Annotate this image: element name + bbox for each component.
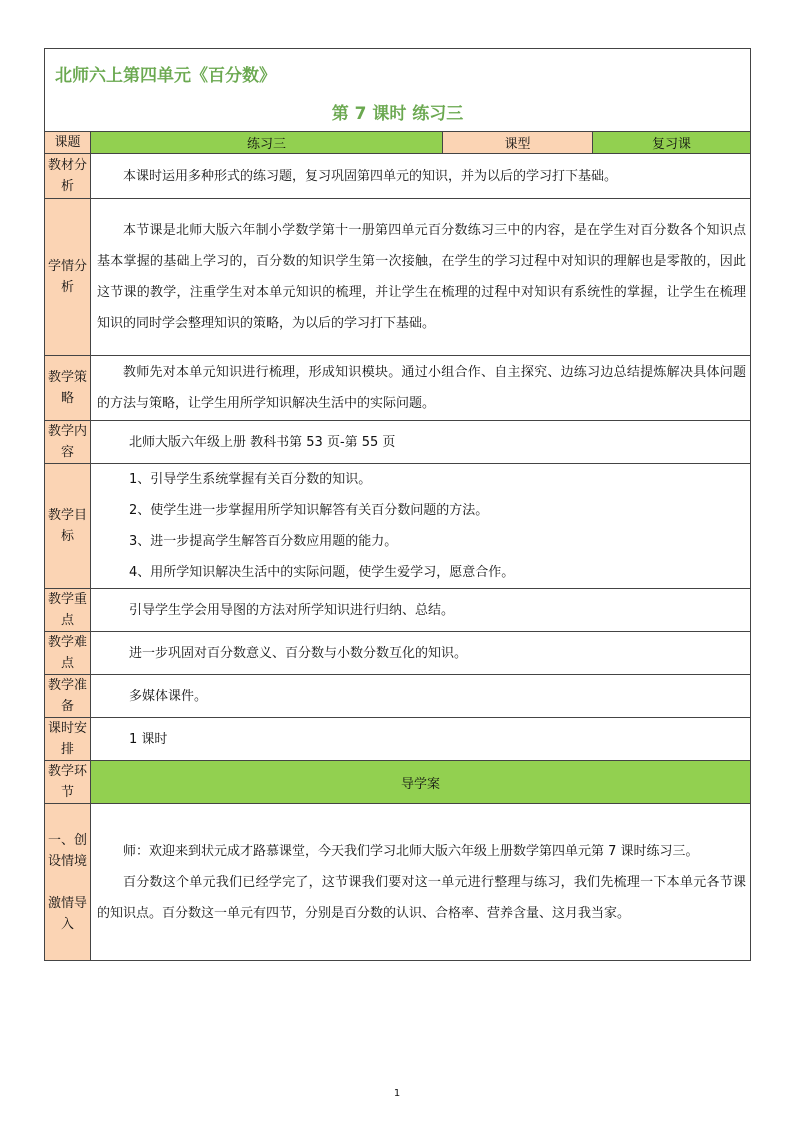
- phase-label: 教学环节: [45, 761, 91, 804]
- content-row: [45, 421, 751, 464]
- schedule-label: 课时安排: [45, 718, 91, 761]
- focus-text: 引导学生学会用导图的方法对所学知识进行归纳、总结。: [91, 589, 751, 632]
- strategy-text: 教师先对本单元知识进行梳理，形成知识模块。通过小组合作、自主探究、边练习边总结提炼解决具体问题的方法与策略，让学生用所学知识解决生活中的实际问题。: [91, 356, 751, 421]
- goal-item: 1、引导学生系统掌握有关百分数的知识。: [129, 472, 372, 487]
- info-row: [45, 132, 751, 154]
- intro-paragraph: 师：欢迎来到状元成才路慕课堂，今天我们学习北师大版六年级上册数学第四单元第 7 课时练习三。: [123, 843, 699, 859]
- intro-label: [45, 804, 91, 961]
- topic-label: 课题: [45, 132, 91, 154]
- students-row: [45, 199, 751, 356]
- lesson-plan-table: [44, 48, 751, 961]
- goals-row: [45, 464, 751, 589]
- schedule-row: [45, 718, 751, 761]
- phase-row: [45, 761, 751, 804]
- material-row: [45, 154, 751, 199]
- title-cell: [45, 49, 751, 132]
- schedule-text: 1 课时: [91, 718, 751, 761]
- content-text: 北师大版六年级上册 教科书第 53 页-第 55 页: [91, 421, 751, 464]
- goals-list: [91, 464, 751, 589]
- prep-label: 教学准备: [45, 675, 91, 718]
- goals-label: 教学目标: [45, 464, 91, 589]
- students-label: 学情分析: [45, 199, 91, 356]
- intro-label-part-1: 一、创设情境: [47, 832, 87, 869]
- content-label: 教学内容: [45, 421, 91, 464]
- difficulty-text: 进一步巩固对百分数意义、百分数与小数分数互化的知识。: [91, 632, 751, 675]
- phase-header: 导学案: [91, 761, 751, 804]
- goal-item: 4、用所学知识解决生活中的实际问题，使学生爱学习，愿意合作。: [129, 565, 515, 580]
- difficulty-label: 教学难点: [45, 632, 91, 675]
- material-label: 教材分析: [45, 154, 91, 199]
- difficulty-row: [45, 632, 751, 675]
- prep-text: 多媒体课件。: [91, 675, 751, 718]
- focus-label: 教学重点: [45, 589, 91, 632]
- intro-text: [91, 804, 751, 961]
- students-text: 本节课是北师大版六年制小学数学第十一册第四单元百分数练习三中的内容，是在学生对百分数各个知识点基本掌握的基础上学习的，百分数的知识学生第一次接触，在学生的学习过程中对知识的理解也是零散的，因此这节课的教学，注重学生对本单元知识的梳理，并让学生在梳理的过程中对知识有系统性的掌握，让学生在梳理知识的同时学会整理知识的策略，为以后的学习打下基础。: [91, 199, 751, 356]
- focus-row: [45, 589, 751, 632]
- type-value: 复习课: [593, 132, 751, 154]
- material-text: 本课时运用多种形式的练习题，复习巩固第四单元的知识，并为以后的学习打下基础。: [91, 154, 751, 199]
- type-label: 课型: [443, 132, 593, 154]
- strategy-label: 教学策略: [45, 356, 91, 421]
- topic-value: 练习三: [91, 132, 443, 154]
- strategy-row: [45, 356, 751, 421]
- intro-label-part-2: 激情导入: [47, 895, 87, 932]
- intro-row: [45, 804, 751, 961]
- lesson-plan: [44, 48, 750, 961]
- lesson-title: 第 7 课时 练习三: [331, 104, 464, 124]
- page-number: 1: [393, 1088, 401, 1099]
- prep-row: [45, 675, 751, 718]
- goal-item: 3、进一步提高学生解答百分数应用题的能力。: [129, 534, 398, 549]
- intro-paragraph: 百分数这个单元我们已经学完了，这节课我们要对这一单元进行整理与练习，我们先梳理一下本单元各节课的知识点。百分数这一单元有四节，分别是百分数的认识、合格率、营养含量、这月我当家。: [97, 874, 746, 921]
- goal-item: 2、使学生进一步掌握用所学知识解答有关百分数问题的方法。: [129, 503, 489, 518]
- unit-title: 北师六上第四单元《百分数》: [55, 66, 276, 86]
